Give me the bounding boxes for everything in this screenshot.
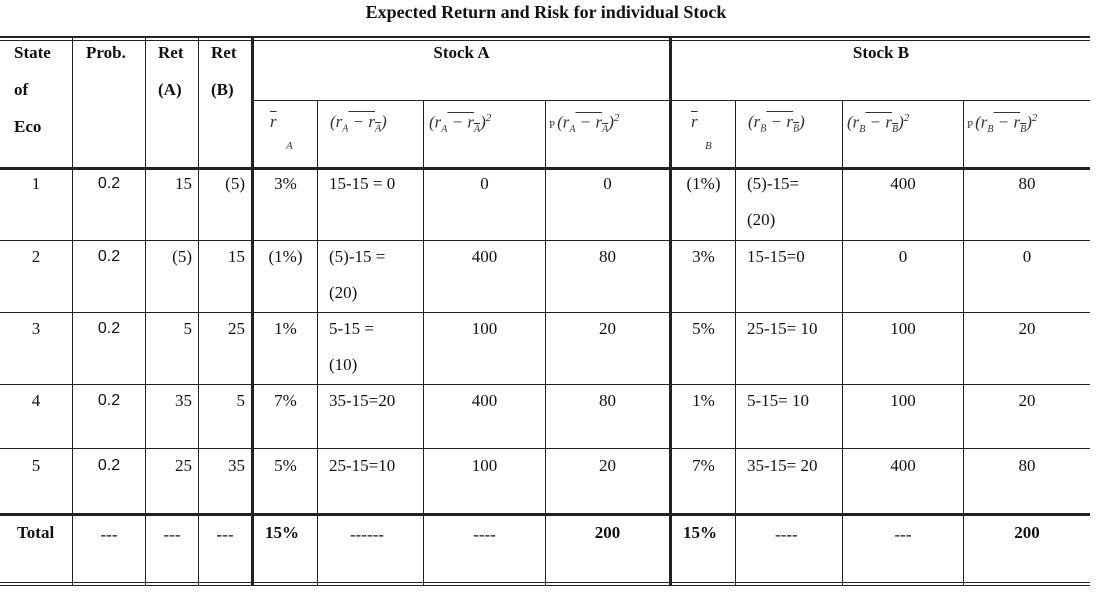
cell-deviation-b: (20) (747, 210, 776, 229)
cell-weighted-squared-deviation-b: 80 (1018, 174, 1036, 193)
cell-ret-a: 25 (175, 456, 192, 475)
total-ret-b: --- (216, 525, 234, 544)
cell-ret-b: 25 (228, 319, 245, 338)
total-expected-return-b: 15% (683, 523, 717, 542)
cell-deviation-b: (5)-15= (747, 174, 800, 193)
col-divider (198, 38, 199, 586)
header-weighted-squared-deviation-b: P $(r_B - r_{\overline{B}})^2$ (967, 112, 1038, 136)
cell-deviation-a: (20) (329, 283, 358, 302)
col-divider (842, 100, 843, 586)
header-stock-a: Stock A (433, 43, 490, 62)
cell-expected-return-a: 7% (274, 391, 297, 410)
total-label: Total (17, 523, 55, 542)
header-deviation-a: $(r_A - r_{\overline{A}})$ (330, 112, 387, 135)
total-ret-a: --- (163, 525, 181, 544)
cell-squared-deviation-b: 400 (890, 174, 916, 193)
cell-prob: 0.2 (97, 392, 121, 409)
cell-squared-deviation-b: 100 (890, 319, 916, 338)
cell-state: 3 (31, 319, 41, 338)
cell-expected-return-b: 1% (692, 391, 715, 410)
header-state-line3: Eco (14, 117, 42, 136)
cell-deviation-a: 15-15 = 0 (329, 174, 396, 193)
col-divider (735, 100, 736, 586)
total-variance-b: 200 (1014, 523, 1040, 542)
header-state-line1: State (14, 43, 51, 62)
cell-expected-return-b: (1%) (686, 174, 721, 193)
header-expected-return-a-sub: A (286, 140, 293, 152)
total-variance-a: 200 (594, 523, 621, 542)
cell-ret-b: 5 (236, 391, 245, 410)
cell-deviation-b: 25-15= 10 (747, 319, 818, 338)
cell-weighted-squared-deviation-a: 0 (603, 174, 612, 193)
total-deviation-a: ------ (350, 525, 384, 544)
col-divider (72, 38, 73, 586)
cell-weighted-squared-deviation-a: 80 (599, 391, 616, 410)
cell-deviation-a: 5-15 = (329, 319, 374, 338)
cell-expected-return-b: 5% (692, 319, 715, 338)
cell-ret-a: 15 (175, 174, 192, 193)
header-expected-return-a: $\overline{r}$ (270, 112, 277, 131)
table-top-border-inner (0, 40, 1090, 41)
cell-state: 1 (31, 174, 41, 193)
cell-prob: 0.2 (97, 175, 121, 192)
total-expected-return-a: 15% (265, 523, 299, 542)
total-squared-deviation-a: ---- (473, 525, 496, 544)
stock-a-left-border (251, 38, 254, 586)
cell-ret-b: 35 (228, 456, 245, 475)
header-expected-return-b: $\overline{r}$ (691, 112, 698, 131)
cell-weighted-squared-deviation-b: 80 (1018, 456, 1036, 475)
col-divider (423, 100, 424, 586)
cell-squared-deviation-a: 400 (471, 247, 498, 266)
cell-prob: 0.2 (97, 320, 121, 337)
cell-squared-deviation-b: 100 (890, 391, 916, 410)
cell-expected-return-b: 7% (692, 456, 715, 475)
cell-expected-return-a: 5% (274, 456, 297, 475)
header-deviation-b: $(r_B - r_{\overline{B}})$ (748, 112, 805, 135)
cell-expected-return-a: (1%) (268, 247, 303, 266)
cell-expected-return-b: 3% (692, 247, 715, 266)
cell-deviation-b: 15-15=0 (747, 247, 805, 266)
table-top-border (0, 36, 1090, 38)
cell-expected-return-a: 3% (274, 174, 297, 193)
col-divider (963, 100, 964, 586)
cell-squared-deviation-a: 400 (471, 391, 498, 410)
header-ret-a-line2: (A) (158, 80, 182, 99)
table-title: Expected Return and Risk for individual Stock (365, 2, 727, 22)
cell-squared-deviation-a: 100 (471, 456, 498, 475)
cell-ret-b: (5) (225, 174, 245, 193)
header-expected-return-b-sub: B (705, 140, 712, 152)
cell-squared-deviation-b: 400 (890, 456, 916, 475)
header-ret-b-line1: Ret (211, 43, 237, 62)
header-state-line2: of (14, 80, 29, 99)
total-squared-deviation-b: --- (894, 525, 912, 544)
header-ret-a-line1: Ret (158, 43, 184, 62)
cell-ret-a: 35 (175, 391, 192, 410)
cell-squared-deviation-b: 0 (898, 247, 908, 266)
cell-squared-deviation-a: 0 (480, 174, 489, 193)
cell-deviation-b: 5-15= 10 (747, 391, 809, 410)
cell-expected-return-a: 1% (274, 319, 297, 338)
total-prob: --- (100, 525, 118, 544)
cell-state: 4 (31, 391, 41, 410)
cell-weighted-squared-deviation-b: 20 (1018, 319, 1036, 338)
cell-weighted-squared-deviation-a: 20 (599, 319, 616, 338)
cell-weighted-squared-deviation-a: 80 (599, 247, 616, 266)
col-divider (317, 100, 318, 586)
cell-weighted-squared-deviation-b: 0 (1022, 247, 1032, 266)
cell-deviation-a: 25-15=10 (329, 456, 396, 475)
cell-deviation-a: (10) (329, 355, 358, 374)
col-divider (145, 38, 146, 586)
header-stock-b: Stock B (852, 43, 910, 62)
cell-ret-b: 15 (228, 247, 245, 266)
stock-b-left-border (669, 38, 672, 586)
header-weighted-squared-deviation-a: P $(r_A - r_{\overline{A}})^2$ (549, 112, 620, 136)
cell-deviation-a: (5)-15 = (329, 247, 386, 266)
cell-prob: 0.2 (97, 248, 121, 265)
cell-ret-a: (5) (172, 247, 192, 266)
cell-weighted-squared-deviation-a: 20 (599, 456, 616, 475)
cell-state: 2 (31, 247, 41, 266)
header-squared-deviation-b: $(r_B - r_{\overline{B}})^2$ (847, 112, 910, 136)
cell-deviation-b: 35-15= 20 (747, 456, 818, 475)
total-deviation-b: ---- (775, 525, 798, 544)
header-squared-deviation-a: $(r_A - r_{\overline{A}})^2$ (429, 112, 492, 136)
cell-prob: 0.2 (97, 457, 121, 474)
header-prob: Prob. (86, 43, 126, 62)
cell-deviation-a: 35-15=20 (329, 391, 396, 410)
cell-squared-deviation-a: 100 (471, 319, 498, 338)
col-divider (545, 100, 546, 586)
header-ret-b-line2: (B) (211, 80, 234, 99)
cell-weighted-squared-deviation-b: 20 (1018, 391, 1036, 410)
cell-state: 5 (31, 456, 41, 475)
cell-ret-a: 5 (183, 319, 192, 338)
